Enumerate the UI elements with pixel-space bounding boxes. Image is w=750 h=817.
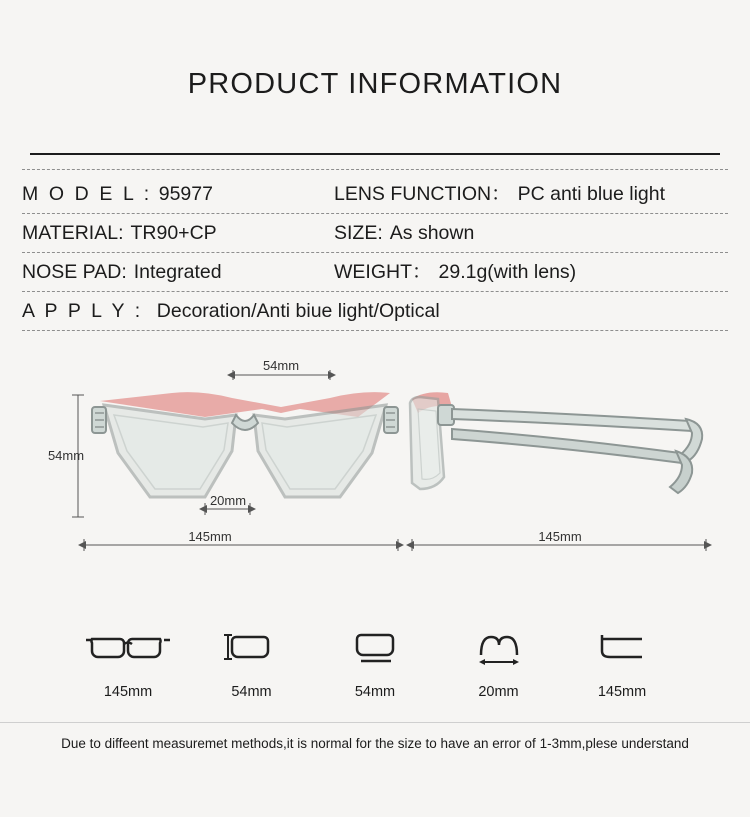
table-row	[22, 169, 728, 214]
icon-item-full-frame	[78, 625, 178, 700]
icon-item-lens-height	[325, 625, 425, 700]
spec-label: SIZE:	[334, 222, 383, 244]
icon-item-lens-width	[202, 625, 302, 700]
icon-item-bridge	[449, 625, 549, 700]
dimension-bridge	[199, 493, 256, 515]
temple-icon	[572, 625, 672, 669]
lens-height-icon	[325, 625, 425, 669]
spec-label: LENS FUNCTION：	[334, 183, 511, 205]
footer-note: Due to diffeent measuremet methods,it is normal for the size to have an error of 1-3mm,plese understand	[61, 736, 689, 751]
spec-value: TR90+CP	[130, 222, 217, 244]
spec-cell-weight	[334, 256, 728, 284]
full-frame-icon	[78, 625, 178, 669]
dimension-label: 54mm	[262, 358, 300, 373]
icon-caption: 145mm	[103, 684, 153, 700]
spec-value: Integrated	[133, 261, 222, 283]
dimension-label: 145mm	[188, 529, 232, 544]
icon-caption: 54mm	[231, 684, 272, 700]
icon-item-temple	[572, 625, 672, 700]
measurement-icon-row	[0, 617, 750, 700]
spec-label: M O D E L :	[22, 183, 152, 205]
spec-label: WEIGHT：	[334, 261, 432, 283]
spec-rows	[22, 155, 728, 331]
dimension-label: 20mm	[209, 493, 247, 508]
diagram-svg	[0, 357, 750, 622]
spec-label: A P P L Y :	[22, 300, 143, 322]
icon-caption: 54mm	[354, 684, 396, 700]
dimension-temple-length	[406, 529, 712, 551]
dimension-lens-width	[227, 358, 336, 380]
dimension-label: 145mm	[538, 529, 582, 544]
table-row	[22, 253, 728, 292]
spec-label: MATERIAL:	[22, 222, 124, 244]
lens-width-icon	[202, 625, 302, 669]
dimension-frame-height	[48, 395, 84, 517]
dimension-total-width	[78, 529, 404, 551]
spec-value: As shown	[389, 222, 475, 244]
spec-label: NOSE PAD:	[22, 261, 127, 283]
eyeglasses-side-view	[410, 392, 702, 493]
spec-cell-apply	[22, 300, 728, 323]
table-row	[22, 292, 728, 331]
dimension-diagram	[0, 357, 750, 617]
icon-caption: 145mm	[597, 684, 647, 700]
spec-value: PC anti blue light	[517, 183, 666, 205]
spec-value: Decoration/Anti biue light/Optical	[156, 300, 440, 322]
spec-cell-lens-function	[334, 178, 728, 206]
spec-cell-size	[334, 222, 728, 245]
icon-caption: 20mm	[478, 684, 519, 700]
dimension-label: 54mm	[47, 448, 85, 463]
spec-cell-nose-pad	[22, 261, 334, 284]
spec-value: 95977	[158, 183, 213, 205]
spec-cell-model	[22, 183, 334, 206]
specification-table	[22, 153, 728, 331]
bridge-icon	[449, 625, 549, 669]
page-title: PRODUCT INFORMATION	[187, 68, 563, 100]
spec-value: 29.1g(with lens)	[438, 261, 577, 283]
eyeglasses-front-view	[92, 392, 398, 497]
table-row	[22, 214, 728, 253]
spec-cell-material	[22, 222, 334, 245]
